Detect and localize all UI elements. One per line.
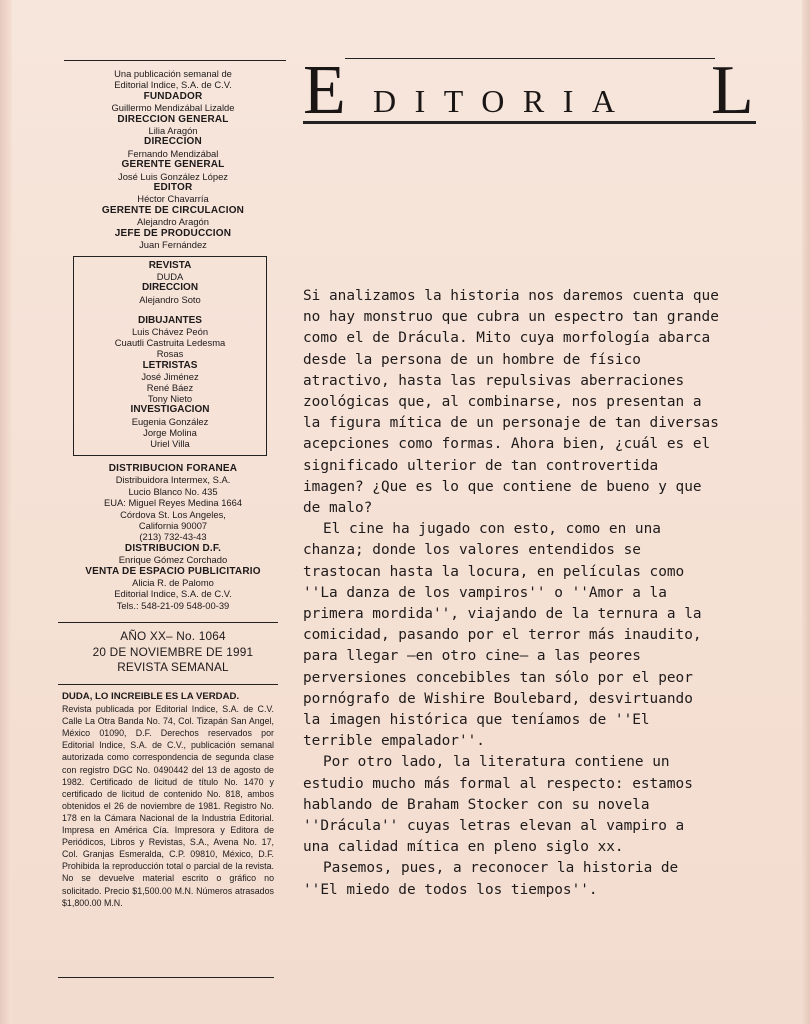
credit-role: FUNDADOR bbox=[143, 90, 203, 102]
credit-name: Alejandro Soto bbox=[139, 293, 201, 305]
credit-name: Eugenia González bbox=[131, 415, 209, 427]
credit-name: Lilia Aragón bbox=[148, 125, 198, 137]
article-line: una calidad mítica en pleno siglo xx. bbox=[303, 839, 624, 856]
issue-top-rule bbox=[58, 622, 278, 623]
credit-name: Enrique Gómez Corchado bbox=[118, 554, 228, 566]
article-line: Por otro lado, la literatura contiene un bbox=[323, 754, 670, 771]
masthead-last-letter: L bbox=[711, 52, 754, 129]
masthead-bottom-rule bbox=[303, 121, 756, 124]
credit-name: Lucio Blanco No. 435 bbox=[128, 485, 218, 497]
credit-name: Una publicación semanal de bbox=[114, 68, 232, 79]
credit-name: René Báez bbox=[146, 382, 194, 394]
editorial-masthead bbox=[303, 52, 763, 129]
article-line: ''Drácula'' cuyas letras elevan al vampiro a bbox=[303, 818, 685, 835]
article-paragraph bbox=[303, 752, 741, 858]
article-line: atractivo, hasta las repulsivas aberraciones bbox=[303, 372, 685, 389]
article-line: ''El miedo de todos los tiempos''. bbox=[303, 881, 598, 898]
issue-number: AÑO XX– No. 1064 bbox=[120, 629, 226, 643]
issue-bottom-rule bbox=[58, 684, 278, 685]
credit-name: Juan Fernández bbox=[139, 239, 207, 251]
issue-info bbox=[62, 629, 284, 676]
page-right-edge bbox=[802, 0, 810, 1024]
credit-name: José Luis González López bbox=[118, 170, 228, 182]
article-line: ''La danza de los vampiros'' o ''Amor a la bbox=[303, 584, 667, 601]
article-line: no hay monstruo que cubra un espectro tan grande bbox=[303, 309, 719, 326]
credit-role: VENTA DE ESPACIO PUBLICITARIO bbox=[85, 565, 261, 577]
credit-name: Uriel Villa bbox=[150, 438, 190, 450]
article-line: de malo? bbox=[303, 500, 373, 517]
legal-bottom-rule bbox=[58, 977, 274, 978]
article-line: Pasemos, pues, a reconocer la historia de bbox=[323, 860, 679, 877]
article-line: desde la persona de un hombre de físico bbox=[303, 351, 641, 368]
credit-name: Guillermo Mendizábal Lizalde bbox=[111, 102, 235, 114]
credit-name: Tels.: 548-21-09 548-00-39 bbox=[116, 599, 230, 611]
magazine-staff-box bbox=[73, 256, 267, 456]
credit-name: José Jiménez bbox=[141, 370, 199, 382]
credit-role: DIBUJANTES bbox=[138, 314, 202, 326]
article-paragraph bbox=[303, 858, 741, 900]
article-line: acepciones como formas. Ahora bien, ¿cuál es el bbox=[303, 436, 711, 453]
article-paragraph bbox=[303, 519, 741, 752]
legal-notice bbox=[62, 691, 274, 909]
article-line: la imagen histórica que teníamos de ''El bbox=[303, 712, 650, 729]
masthead-first-letter: E bbox=[303, 52, 346, 129]
credit-name: Héctor Chavarría bbox=[137, 193, 209, 205]
credit-role: DIRECCION GENERAL bbox=[117, 113, 229, 125]
credit-name: EUA: Miguel Reyes Medina 1664 bbox=[103, 497, 243, 509]
credit-name: Distribuidora Intermex, S.A. bbox=[115, 474, 231, 486]
article-line: la figura mítica de un personaje de tan diversas bbox=[303, 415, 719, 432]
article-line: terrible empalador''. bbox=[303, 733, 485, 750]
credit-name: Luis Chávez Peón bbox=[131, 326, 209, 338]
article-line: chanza; donde los valores entendidos se bbox=[303, 542, 641, 559]
credit-role: DISTRIBUCION D.F. bbox=[124, 542, 222, 554]
credit-name: Editorial Indice, S.A. de C.V. bbox=[114, 588, 232, 600]
article-line: trastocan hasta la locura, en películas como bbox=[303, 563, 685, 580]
issue-date: 20 DE NOVIEMBRE DE 1991 bbox=[92, 644, 254, 659]
article-line: como el de Drácula. Mito cuya morfología abarca bbox=[303, 330, 711, 347]
credit-name: Córdova St. Los Angeles, bbox=[120, 508, 226, 520]
credit-role: LETRISTAS bbox=[142, 359, 198, 371]
credits-gap bbox=[74, 305, 266, 315]
legal-heading: DUDA, LO INCREIBLE ES LA VERDAD. bbox=[62, 691, 240, 702]
credit-role: JEFE DE PRODUCCION bbox=[114, 227, 232, 239]
article-line: El cine ha jugado con esto, como en una bbox=[323, 521, 661, 538]
article-line: imagen? ¿Que es lo que contiene de bueno y que bbox=[303, 478, 702, 495]
distribution-credits bbox=[62, 463, 284, 611]
credit-name: Rosas bbox=[156, 348, 184, 360]
masthead-middle-letters: DITORIA bbox=[373, 83, 634, 119]
credit-role: DISTRIBUCION FORANEA bbox=[108, 463, 238, 474]
credit-name: DUDA bbox=[156, 271, 184, 283]
credit-role: INVESTIGACION bbox=[130, 404, 210, 416]
article-line: primera mordida'', viajando de la ternura a la bbox=[303, 606, 702, 623]
credit-role: DIRECCION bbox=[141, 282, 199, 294]
legal-body: Revista publicada por Editorial Indice, S.A. de C.V. Calle La Otra Banda No. 74, Col. Tizapán San Angel, México 01090, D.F. Derechos reservados por Editorial Indice, S.A. de C.V., publicación semanal autorizada como correspondencia de segunda clase con registro DGC No. 0490442 del 13 de agosto de 1982. Certificado de licitud de título No. 1470 y certificado de licitud de contenido No. 818, ambos obtenidos el 26 de noviembre de 1981. Registro No. 178 en la Cámara Nacional de la Industria Editorial. Impresa en América Cía. Impresora y Editora de Periódicos, Libros y Revistas, S.A., Avena No. 17, Col. Granjas Esmeralda, C.P. 09810, México, D.F. Prohibida la reproducción total o parcial de la revista. No se devuelve material escrito o gráfico no solicitado. Precio $1,500.00 M.N. Números atrasados $1,800.00 M.N. bbox=[62, 704, 274, 908]
credit-role: DIRECCION bbox=[144, 136, 202, 148]
article-line: perversiones concebibles tan sólo por el peor bbox=[303, 669, 693, 686]
article-line: pornógrafo de Wishire Boulebard, desvirtuando bbox=[303, 690, 693, 707]
issue-frequency: REVISTA SEMANAL bbox=[117, 660, 229, 674]
editorial-article bbox=[303, 286, 741, 901]
credit-name: Alicia R. de Palomo bbox=[132, 577, 214, 589]
article-line: hablando de Braham Stocker con su novela bbox=[303, 796, 650, 813]
article-paragraph bbox=[303, 286, 741, 519]
page-left-edge bbox=[0, 0, 12, 1024]
credit-role: REVISTA bbox=[148, 260, 192, 271]
credit-name: Tony Nieto bbox=[147, 393, 193, 405]
credit-name: Editorial Indice, S.A. de C.V. bbox=[114, 79, 232, 91]
credit-role: EDITOR bbox=[153, 182, 193, 194]
credits-top-rule bbox=[64, 60, 286, 61]
credit-name: Jorge Molina bbox=[143, 426, 197, 438]
credit-name: Alejandro Aragón bbox=[137, 216, 209, 228]
credit-role: GERENTE DE CIRCULACION bbox=[101, 204, 245, 216]
article-line: significado ulterior de tan controvertida bbox=[303, 457, 659, 474]
credit-name: (213) 732-43-43 bbox=[139, 531, 207, 543]
article-line: Si analizamos la historia nos daremos cuenta que bbox=[303, 288, 719, 304]
credit-name: Fernando Mendizábal bbox=[127, 147, 219, 159]
article-line: zoológicas que, al combinarse, nos presentan a bbox=[303, 394, 702, 411]
credit-name: Cuautli Castruita Ledesma bbox=[114, 337, 226, 349]
article-line: comicidad, pasando por el terror más inaudito, bbox=[303, 627, 702, 644]
staff-credits bbox=[62, 68, 284, 251]
article-line: estudio mucho más formal al respecto: estamos bbox=[303, 775, 693, 792]
credit-name: California 90007 bbox=[138, 520, 208, 532]
credit-role: GERENTE GENERAL bbox=[121, 159, 225, 171]
article-line: para llegar –en otro cine– a las peores bbox=[303, 648, 641, 665]
